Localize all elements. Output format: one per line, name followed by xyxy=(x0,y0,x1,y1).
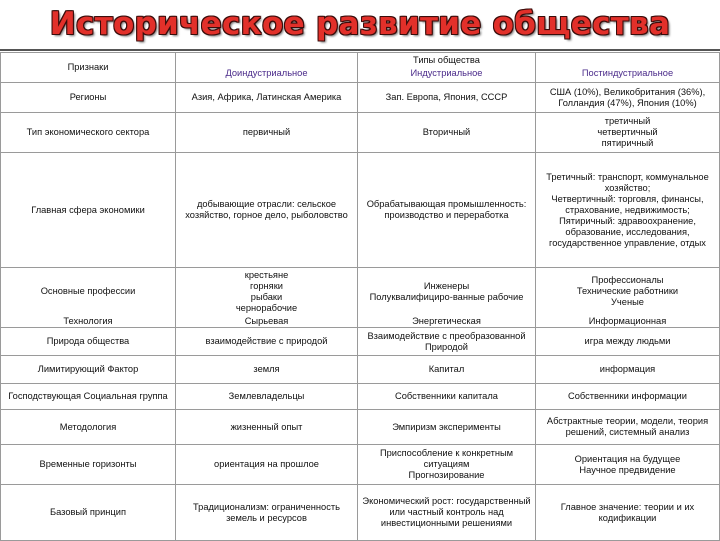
cell-preindustrial: крестьяне горняки рыбаки чернорабочие xyxy=(176,268,358,316)
cell-postindustrial: Третичный: транспорт, коммунальное хозяйство; Четвертичный: торговля, финансы, страхование, недвижимость; Пятиричный: здравоохранение, образование, исследования, государственное управление, отдых xyxy=(536,153,720,268)
cell-postindustrial: США (10%), Великобритания (36%), Голландия (47%), Япония (10%) xyxy=(536,83,720,113)
cell-preindustrial: взаимодействие с природой xyxy=(176,328,358,356)
cell-postindustrial: Информационная xyxy=(536,316,720,328)
cell-postindustrial: Профессионалы Технические работники Ученые xyxy=(536,268,720,316)
cell-preindustrial: земля xyxy=(176,356,358,384)
header-col-preindustrial: Доиндустриальное xyxy=(176,53,358,83)
cell-industrial: Приспособление к конкретным ситуациям Прогнозирование xyxy=(358,445,536,485)
cell-postindustrial: игра между людьми xyxy=(536,328,720,356)
cell-postindustrial: третичный четвертичный пятиричный xyxy=(536,113,720,153)
row-label: Лимитирующий Фактор xyxy=(1,356,176,384)
table-row xyxy=(1,485,720,541)
row-label: Регионы xyxy=(1,83,176,113)
cell-postindustrial: Абстрактные теории, модели, теория решений, системный анализ xyxy=(536,410,720,445)
row-label: Технология xyxy=(1,316,176,328)
table-row xyxy=(1,113,720,153)
cell-industrial: Взаимодействие с преобразованной Природой xyxy=(358,328,536,356)
row-label: Основные профессии xyxy=(1,268,176,316)
cell-industrial: Собственники капитала xyxy=(358,384,536,410)
row-label: Временные горизонты xyxy=(1,445,176,485)
cell-industrial: Зап. Европа, Япония, СССР xyxy=(358,83,536,113)
table-row xyxy=(1,316,720,328)
row-label: Господствующая Социальная группа xyxy=(1,384,176,410)
cell-preindustrial: добывающие отрасли: сельское хозяйство, горное дело, рыболовство xyxy=(176,153,358,268)
cell-preindustrial: ориентация на прошлое xyxy=(176,445,358,485)
cell-preindustrial: Традиционализм: ограниченность земель и ресурсов xyxy=(176,485,358,541)
society-types-table xyxy=(0,52,720,541)
page-title: Историческое развитие общества xyxy=(49,6,671,42)
cell-industrial: Обрабатывающая промышленность: производство и переработка xyxy=(358,153,536,268)
cell-preindustrial: Азия, Африка, Латинская Америка xyxy=(176,83,358,113)
cell-preindustrial: Сырьевая xyxy=(176,316,358,328)
header-col-industrial xyxy=(358,53,536,83)
cell-industrial: Инженеры Полуквалифициро-ванные рабочие xyxy=(358,268,536,316)
table-row xyxy=(1,384,720,410)
cell-preindustrial: первичный xyxy=(176,113,358,153)
table-row xyxy=(1,410,720,445)
row-label: Методология xyxy=(1,410,176,445)
header-row xyxy=(1,53,720,83)
cell-industrial: Энергетическая xyxy=(358,316,536,328)
cell-industrial: Эмпиризм эксперименты xyxy=(358,410,536,445)
table-row xyxy=(1,445,720,485)
header-types: Типы общества xyxy=(413,55,480,65)
header-criteria: Признаки xyxy=(1,53,176,83)
cell-postindustrial: информация xyxy=(536,356,720,384)
table-row xyxy=(1,268,720,316)
row-label: Тип экономического сектора xyxy=(1,113,176,153)
row-label: Природа общества xyxy=(1,328,176,356)
cell-industrial: Вторичный xyxy=(358,113,536,153)
cell-preindustrial: жизненный опыт xyxy=(176,410,358,445)
header-col-industrial-label: Индустриальное xyxy=(410,68,483,78)
table-row xyxy=(1,153,720,268)
header-col-postindustrial: Постиндустриальное xyxy=(536,53,720,83)
cell-postindustrial: Собственники информации xyxy=(536,384,720,410)
cell-postindustrial: Главное значение: теории и их кодификации xyxy=(536,485,720,541)
cell-postindustrial: Ориентация на будущее Научное предвидение xyxy=(536,445,720,485)
table-row xyxy=(1,328,720,356)
title-divider xyxy=(0,49,720,51)
table-row xyxy=(1,83,720,113)
row-label: Базовый принцип xyxy=(1,485,176,541)
table-row xyxy=(1,356,720,384)
row-label: Главная сфера экономики xyxy=(1,153,176,268)
cell-preindustrial: Землевладельцы xyxy=(176,384,358,410)
cell-industrial: Капитал xyxy=(358,356,536,384)
cell-industrial: Экономический рост: государственный или частный контроль над инвестиционными решениями xyxy=(358,485,536,541)
